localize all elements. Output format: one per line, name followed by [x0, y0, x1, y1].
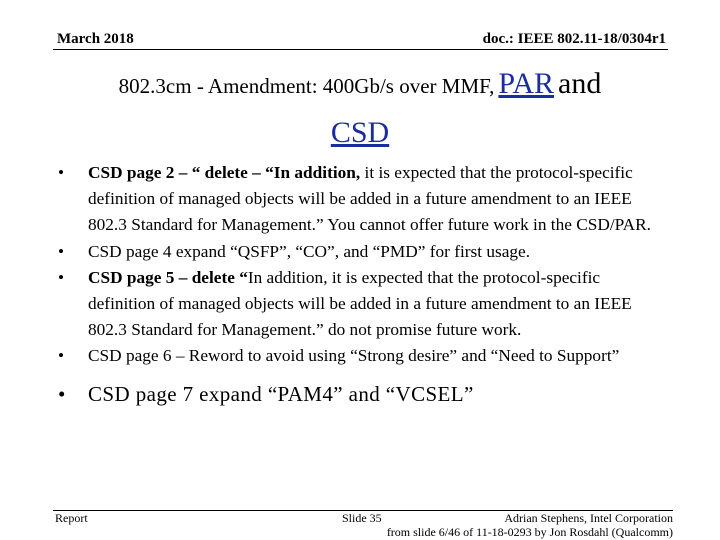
bullet-text: CSD page 4 expand “QSFP”, “CO”, and “PMD” for first usage. — [88, 241, 531, 261]
bullet-item-3 — [58, 265, 658, 344]
bullet-icon: • — [58, 267, 65, 287]
bullet-list — [58, 160, 658, 408]
title-and: and — [558, 67, 602, 100]
bullet-text: In addition, it is expected that the protocol-specific definition of managed objects will be added in a future amendment to an IEEE 802.3 Standard for Management.” do not promise future work. — [88, 267, 632, 340]
bullet-item-4 — [58, 343, 658, 369]
header-divider — [53, 49, 668, 50]
header-doc-id: doc.: IEEE 802.11-18/0304r1 — [482, 31, 666, 47]
footer-slide-number: Slide 35 — [342, 511, 382, 525]
bullet-icon: • — [58, 241, 65, 261]
slide-title — [40, 62, 680, 160]
bullet-bold-text: CSD page 2 – “ delete – “In addition, — [88, 163, 361, 182]
par-link[interactable]: PAR — [498, 67, 554, 100]
bullet-item-5 — [58, 380, 658, 408]
csd-link[interactable]: CSD — [330, 116, 390, 149]
bullet-text: CSD page 6 – Reword to avoid using “Strong desire” and “Need to Support” — [88, 346, 620, 366]
footer-author-line1: Adrian Stephens, Intel Corporation — [504, 511, 673, 525]
bullet-bold-text: CSD page 5 – delete “ — [88, 267, 248, 287]
bullet-text: CSD page 7 expand “PAM4” and “VCSEL” — [88, 381, 474, 406]
title-main: 802.3cm - Amendment: 400Gb/s over MMF, — [118, 74, 495, 98]
footer-author — [387, 511, 673, 539]
bullet-icon: • — [58, 163, 65, 182]
bullet-item-1 — [58, 160, 658, 239]
bullet-text: it is expected that the protocol-specific definition of managed objects will be added in a future amendment to an IEEE 802.3 Standard for Management.” You cannot offer future work in the CSD/PAR. — [88, 163, 652, 235]
header-date: March 2018 — [57, 31, 134, 47]
bullet-icon: • — [58, 346, 65, 366]
footer-report-label: Report — [55, 511, 88, 525]
footer-author-line2: from slide 6/46 of 11-18-0293 by Jon Rosdahl (Qualcomm) — [386, 525, 673, 539]
bullet-item-2 — [58, 239, 658, 265]
bullet-icon: • — [58, 381, 66, 406]
